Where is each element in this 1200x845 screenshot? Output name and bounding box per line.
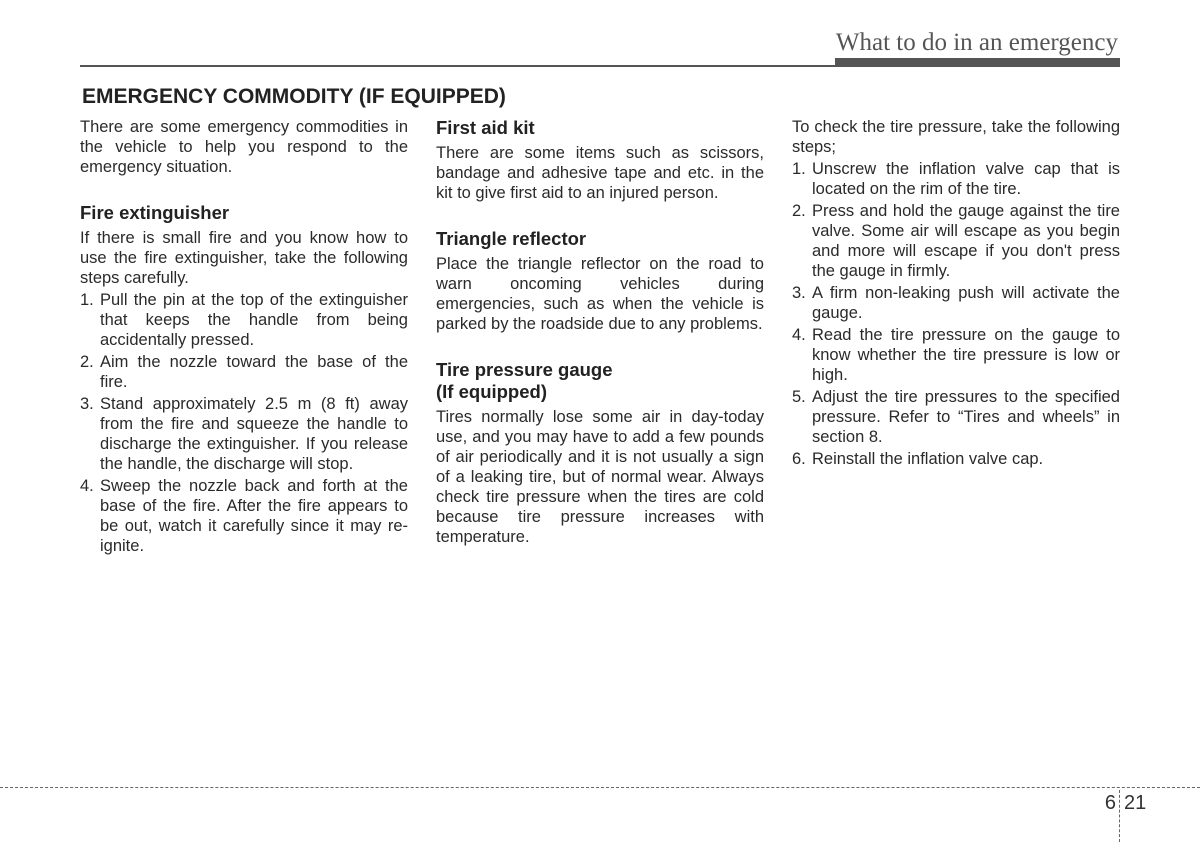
tire-check-intro: To check the tire pressure, take the following steps; [792, 118, 1120, 156]
step-number: 3. [792, 284, 806, 302]
list-item [80, 476, 408, 556]
intro-paragraph: There are some emergency commodities in the vehicle to help you respond to the emergency situation. [80, 118, 408, 176]
step-number: 2. [792, 202, 806, 220]
tire-gauge-heading: Tire pressure gauge [436, 359, 613, 380]
list-item [792, 201, 1120, 281]
column-3 [792, 117, 1120, 471]
fire-extinguisher-heading: Fire extinguisher [80, 202, 230, 223]
tire-check-steps [792, 159, 1120, 469]
step-number: 1. [792, 160, 806, 178]
step-text: Aim the nozzle toward the base of the fire. [100, 353, 408, 391]
column-1 [80, 117, 408, 558]
header-rule-thick [835, 58, 1120, 66]
step-number: 2. [80, 353, 94, 371]
page-header-title: What to do in an emergency [835, 29, 1118, 56]
list-item [792, 449, 1120, 469]
list-item [80, 352, 408, 392]
page-chapter-number: 6 [1104, 792, 1116, 814]
page-number-separator [1119, 790, 1120, 842]
tire-gauge-text: Tires normally lose some air in day-today use, and you may have to add a few pounds of air periodically and it is not usually a sign of a leaking tire, but of normal wear. Always check tire pressure when the tires are cold because tire pressure increases with temperature. [436, 408, 764, 546]
step-text: Sweep the nozzle back and forth at the base of the fire. After the fire appears to be out, watch it carefully since it may re-ignite. [100, 477, 408, 555]
step-text: Pull the pin at the top of the extinguisher that keeps the handle from being accidentally pressed. [100, 291, 408, 349]
step-number: 5. [792, 388, 806, 406]
step-text: Stand approximately 2.5 m (8 ft) away from the fire and squeeze the handle to discharge the extinguisher. If you release the handle, the discharge will stop. [100, 395, 408, 473]
tire-gauge-heading-sub: (If equipped) [436, 381, 547, 402]
step-text: Press and hold the gauge against the tire valve. Some air will escape as you begin and more will escape if you don't press the gauge in firmly. [812, 202, 1120, 280]
fire-extinguisher-steps [80, 290, 408, 556]
list-item [792, 325, 1120, 385]
step-text: Adjust the tire pressures to the specified pressure. Refer to “Tires and wheels” in section 8. [812, 388, 1120, 446]
list-item [80, 394, 408, 474]
step-number: 3. [80, 395, 94, 413]
step-number: 6. [792, 450, 806, 468]
first-aid-heading: First aid kit [436, 117, 535, 138]
step-text: Read the tire pressure on the gauge to know whether the tire pressure is low or high. [812, 326, 1120, 384]
column-2 [436, 117, 764, 547]
triangle-reflector-heading: Triangle reflector [436, 228, 587, 249]
list-item [792, 387, 1120, 447]
main-heading: EMERGENCY COMMODITY (IF EQUIPPED) [82, 85, 506, 108]
list-item [792, 159, 1120, 199]
page-number: 21 [1124, 792, 1147, 814]
list-item [792, 283, 1120, 323]
step-number: 4. [792, 326, 806, 344]
fire-extinguisher-intro: If there is small fire and you know how to use the fire extinguisher, take the following steps carefully. [80, 229, 408, 287]
step-text: A firm non-leaking push will activate the gauge. [812, 284, 1120, 322]
triangle-reflector-text: Place the triangle reflector on the road to warn oncoming vehicles during emergencies, such as when the vehicle is parked by the roadside due to any problems. [436, 255, 764, 333]
first-aid-text: There are some items such as scissors, bandage and adhesive tape and etc. in the kit to give first aid to an injured person. [436, 144, 764, 202]
step-number: 1. [80, 291, 94, 309]
footer-rule [0, 787, 1200, 788]
step-number: 4. [80, 477, 94, 495]
step-text: Reinstall the inflation valve cap. [812, 450, 1044, 468]
list-item [80, 290, 408, 350]
step-text: Unscrew the inflation valve cap that is located on the rim of the tire. [812, 160, 1120, 198]
